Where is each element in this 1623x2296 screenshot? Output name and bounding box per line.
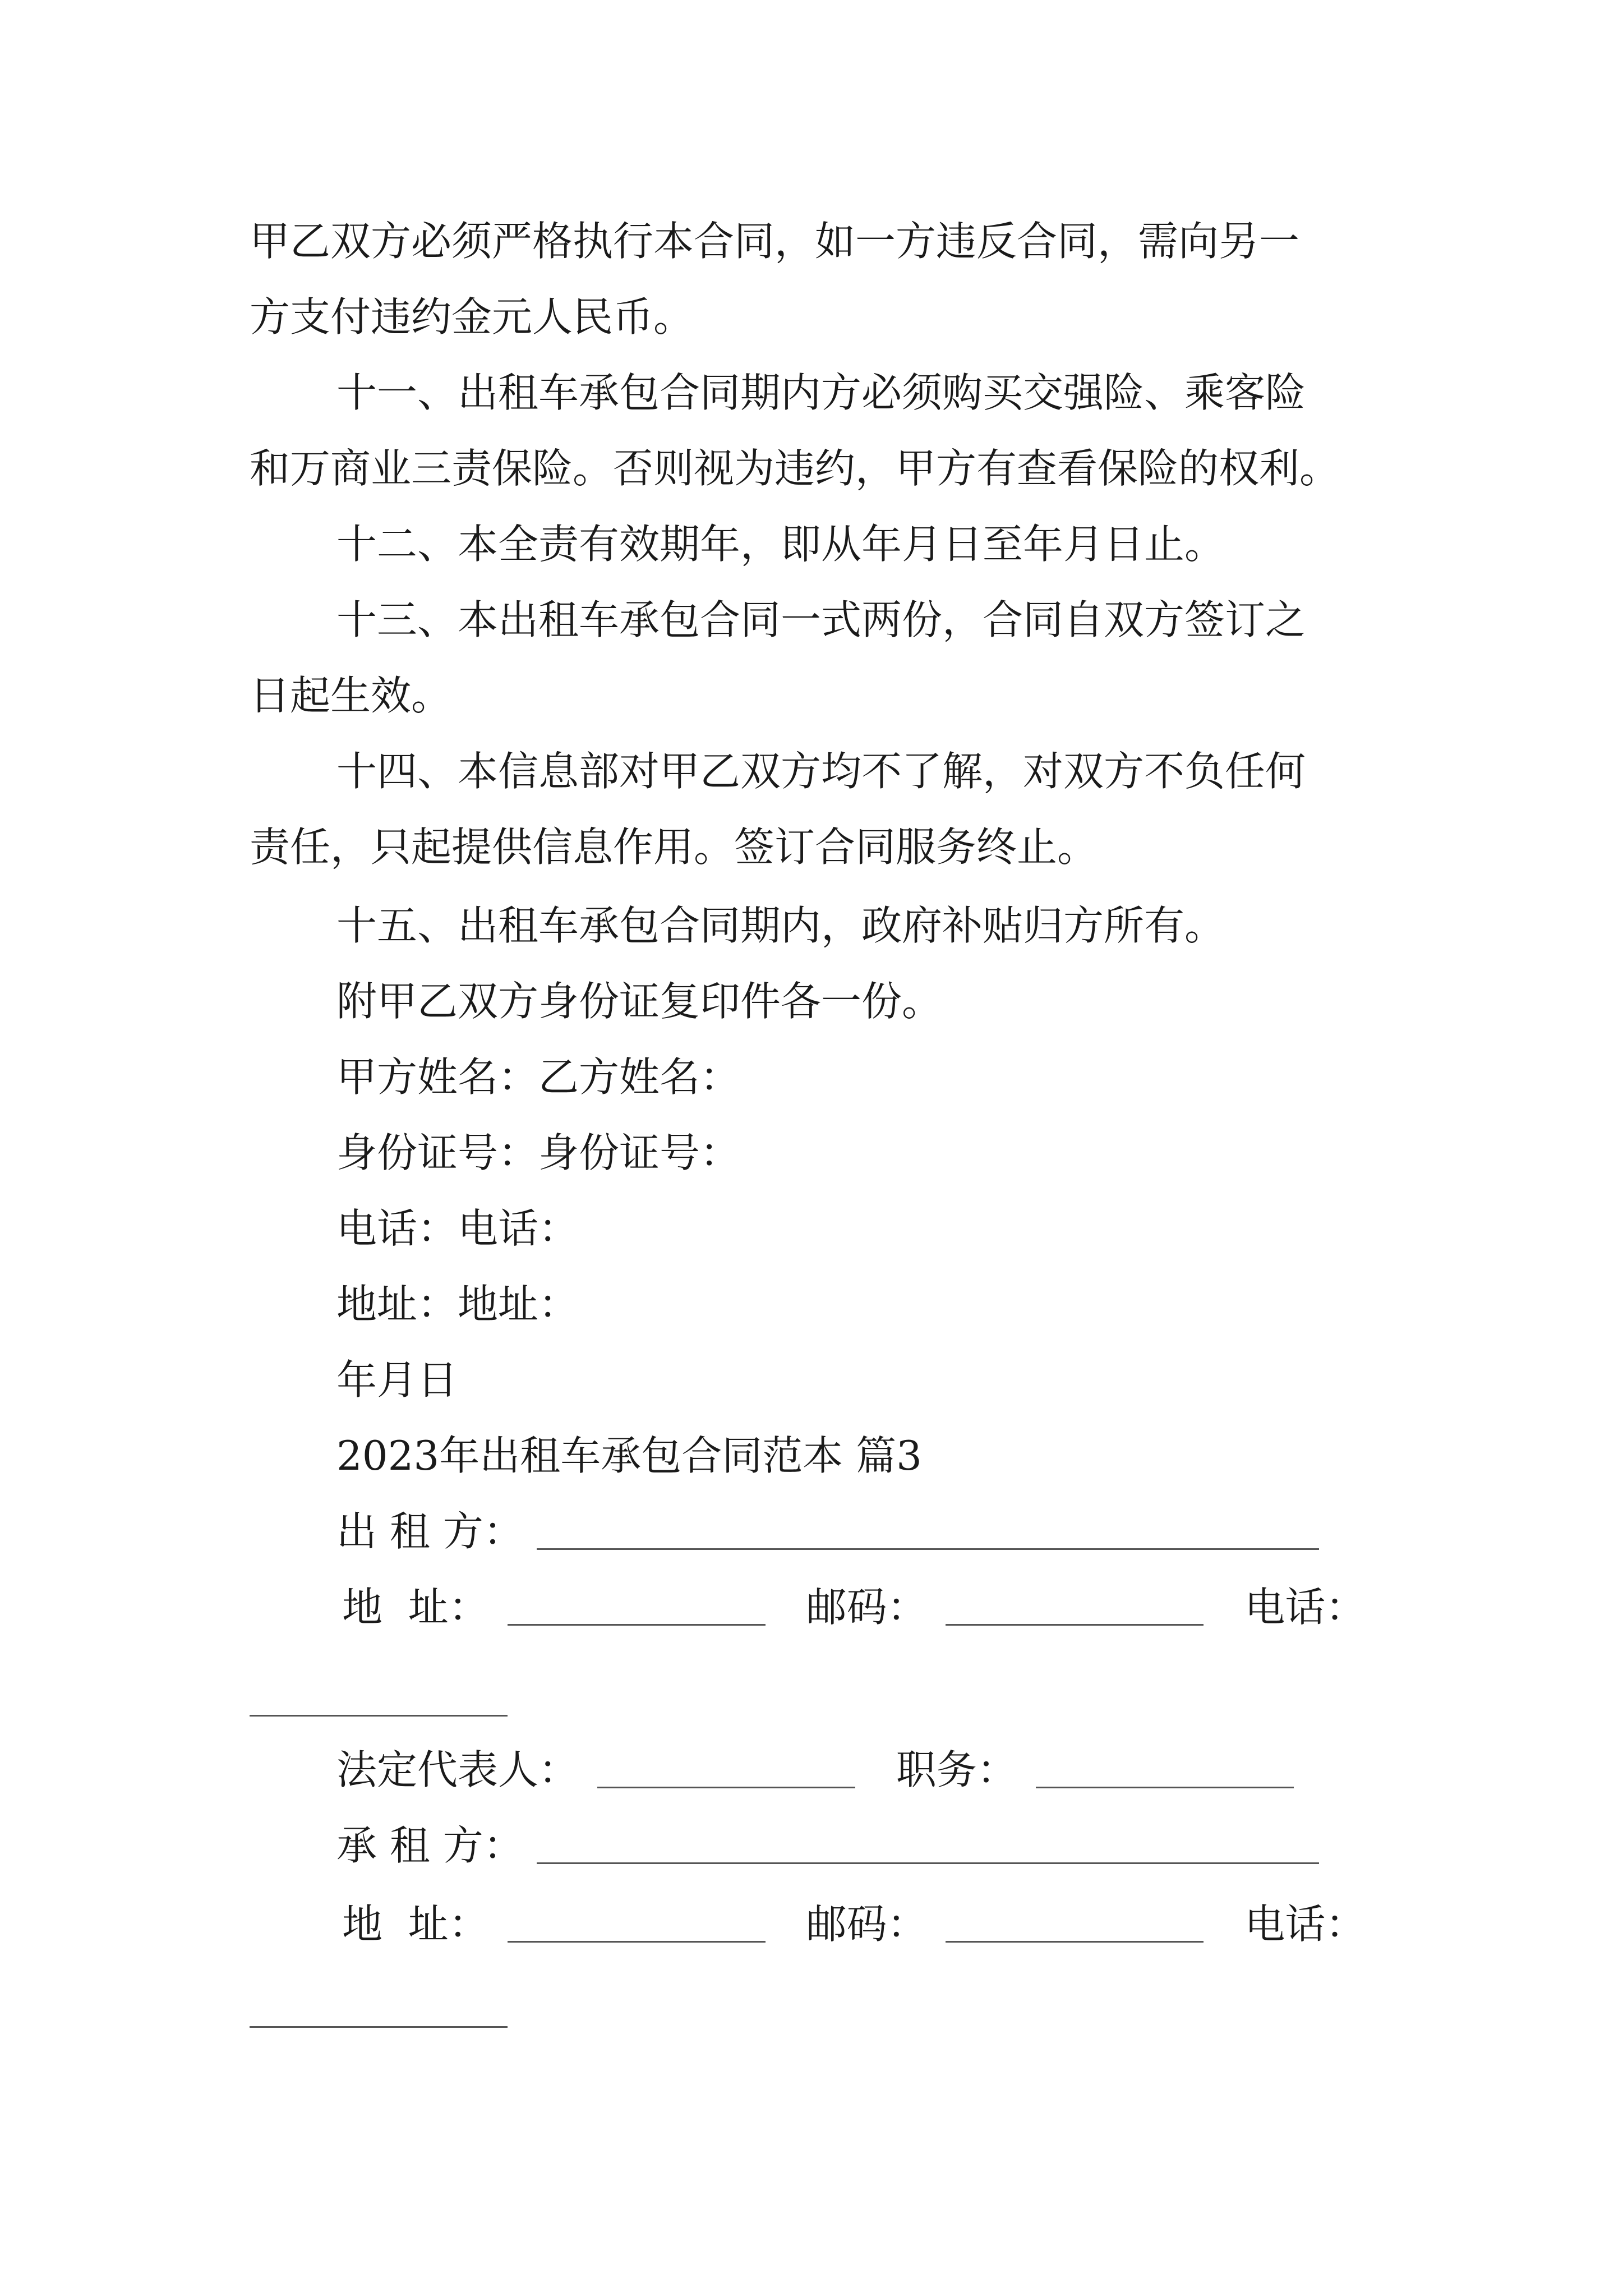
legal-rep-blank[interactable] <box>597 1752 855 1788</box>
clause-text: 十二、本全责有效期年，即从年月日至年月日止。 <box>336 521 1225 568</box>
clause-11-line-2 <box>250 440 1340 496</box>
address-text: 地址：地址： <box>336 1281 579 1328</box>
heading-text: 2023年出租车承包合同范本 篇3 <box>336 1432 922 1479</box>
signature-addresses <box>336 1276 579 1332</box>
phone-blank[interactable] <box>250 2025 508 2028</box>
attachment-text: 附甲乙双方身份证复印件各一份。 <box>336 978 943 1025</box>
lessee-label: 承 租 方： <box>336 1822 524 1869</box>
lessee-blank[interactable] <box>537 1828 1319 1864</box>
lessor-blank[interactable] <box>537 1513 1319 1550</box>
clause-11-line-1 <box>336 365 1306 421</box>
paragraph-text: 甲乙双方必须严格执行本合同，如一方违反合同，需向另一 <box>250 218 1300 265</box>
names-text: 甲方姓名：乙方姓名： <box>336 1053 741 1101</box>
phone-label: 电话： <box>1244 1901 1366 1948</box>
postcode-blank[interactable] <box>946 1589 1204 1626</box>
lessee-row <box>336 1818 1319 1874</box>
clause-13-line-2 <box>250 668 451 724</box>
phone-blank[interactable] <box>250 1714 508 1717</box>
legal-rep-row <box>336 1742 1294 1798</box>
address-blank[interactable] <box>508 1906 766 1943</box>
clause-12 <box>336 516 1225 572</box>
clause-13-line-1 <box>336 592 1306 648</box>
legal-rep-label: 法定代表人： <box>336 1746 579 1793</box>
postcode-label: 邮码： <box>806 1901 928 1948</box>
clause-text: 日起生效。 <box>250 672 452 719</box>
id-text: 身份证号：身份证号： <box>336 1129 741 1176</box>
clause-14-line-1 <box>336 743 1306 799</box>
date-text: 年月日 <box>336 1356 458 1404</box>
postcode-blank[interactable] <box>946 1906 1204 1943</box>
lessor-contact-row <box>342 1579 1366 1635</box>
phone-label: 电话： <box>1244 1584 1366 1631</box>
clause-text: 十一、出租车承包合同期内方必须购买交强险、乘客险 <box>336 369 1306 416</box>
address-label: 地 址： <box>342 1901 489 1948</box>
signature-names <box>336 1049 740 1105</box>
clause-14-line-2 <box>250 819 1098 875</box>
lessor-row <box>336 1503 1319 1559</box>
phone-text: 电话：电话： <box>336 1205 579 1252</box>
address-label: 地 址： <box>342 1584 489 1631</box>
clause-text: 十五、出租车承包合同期内，政府补贴归方所有。 <box>336 902 1225 949</box>
paragraph-text: 方支付违约金元人民币。 <box>250 293 694 341</box>
clause-text: 十三、本出租车承包合同一式两份，合同自双方签订之 <box>336 596 1306 643</box>
clause-text: 责任，只起提供信息作用。签订合同服务终止。 <box>250 823 1098 871</box>
lessor-label: 出 租 方： <box>336 1508 524 1555</box>
postcode-label: 邮码： <box>806 1584 928 1631</box>
clause-text: 十四、本信息部对甲乙双方均不了解，对双方不负任何 <box>336 748 1306 795</box>
signature-phones <box>336 1200 579 1257</box>
section-heading <box>336 1428 922 1484</box>
clause-text: 和万商业三责保险。否则视为违约，甲方有查看保险的权利。 <box>250 445 1340 492</box>
address-blank[interactable] <box>508 1589 766 1626</box>
signature-id-numbers <box>336 1125 740 1181</box>
signature-date <box>336 1352 458 1408</box>
paragraph-line-2 <box>250 289 694 345</box>
attachment-note <box>336 973 942 1029</box>
paragraph-line-1 <box>250 213 1380 269</box>
lessee-contact-row <box>342 1896 1366 1952</box>
position-blank[interactable] <box>1036 1752 1294 1788</box>
clause-15 <box>336 898 1225 954</box>
position-label: 职务： <box>896 1746 1017 1793</box>
